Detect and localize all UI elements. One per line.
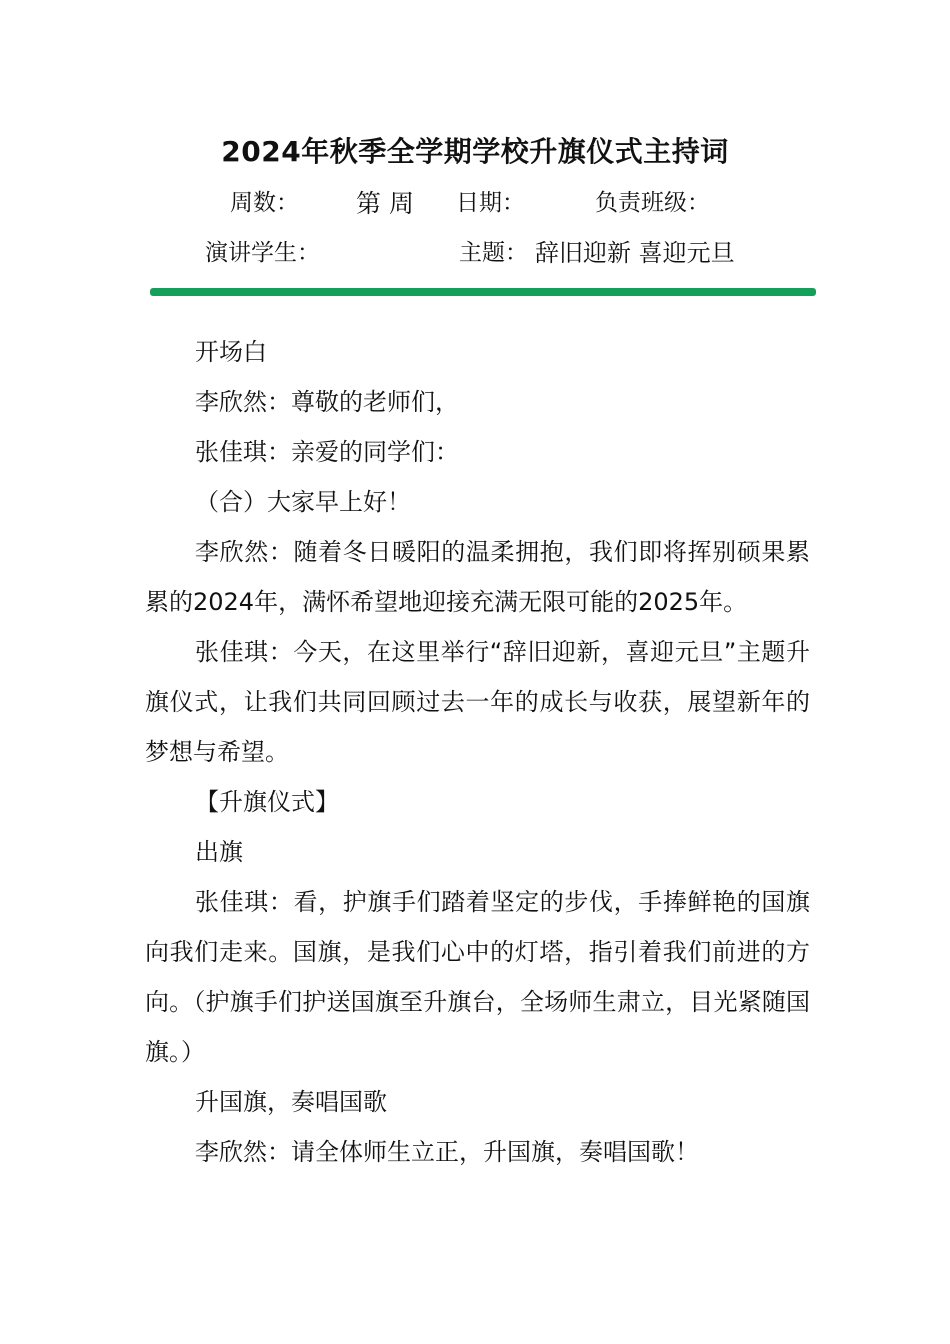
theme-value: 辞旧迎新 喜迎元旦 — [535, 239, 735, 267]
paragraph: 张佳琪：亲爱的同学们： — [195, 438, 459, 466]
paragraph: 李欣然：请全体师生立正，升国旗，奏唱国歌！ — [195, 1138, 699, 1166]
week-label: 周数： — [230, 190, 299, 216]
class-label: 负责班级： — [595, 190, 710, 216]
speaker-label: 演讲学生： — [205, 240, 320, 266]
paragraph: 开场白 — [195, 338, 267, 366]
paragraph: （合）大家早上好！ — [195, 488, 411, 516]
week-value: 第 周 — [356, 189, 414, 218]
section-heading: 【升旗仪式】 — [195, 788, 339, 816]
document-title: 2024年秋季全学期学校升旗仪式主持词 — [221, 135, 729, 168]
paragraph: 张佳琪：看，护旗手们踏着坚定的步伐，手捧鲜艳的国旗向我们走来。国旗，是我们心中的灯塔，指引着我们前进的方向。（护旗手们护送国旗至升旗台，全场师生肃立，目光紧随国旗。） — [145, 888, 810, 1066]
paragraph: 李欣然：尊敬的老师们， — [195, 388, 459, 416]
paragraph: 张佳琪：今天，在这里举行“辞旧迎新，喜迎元旦”主题升旗仪式，让我们共同回顾过去一年的成长与收获，展望新年的梦想与希望。 — [145, 638, 810, 766]
paragraph: 李欣然：随着冬日暖阳的温柔拥抱，我们即将挥别硕果累累的2024年，满怀希望地迎接充满无限可能的2025年。 — [145, 538, 810, 616]
paragraph: 升国旗，奏唱国歌 — [195, 1088, 387, 1116]
paragraph: 出旗 — [195, 838, 243, 866]
theme-label: 主题： — [459, 240, 528, 266]
header-divider — [150, 288, 816, 296]
document-body — [145, 327, 810, 1177]
date-label: 日期： — [456, 190, 525, 216]
